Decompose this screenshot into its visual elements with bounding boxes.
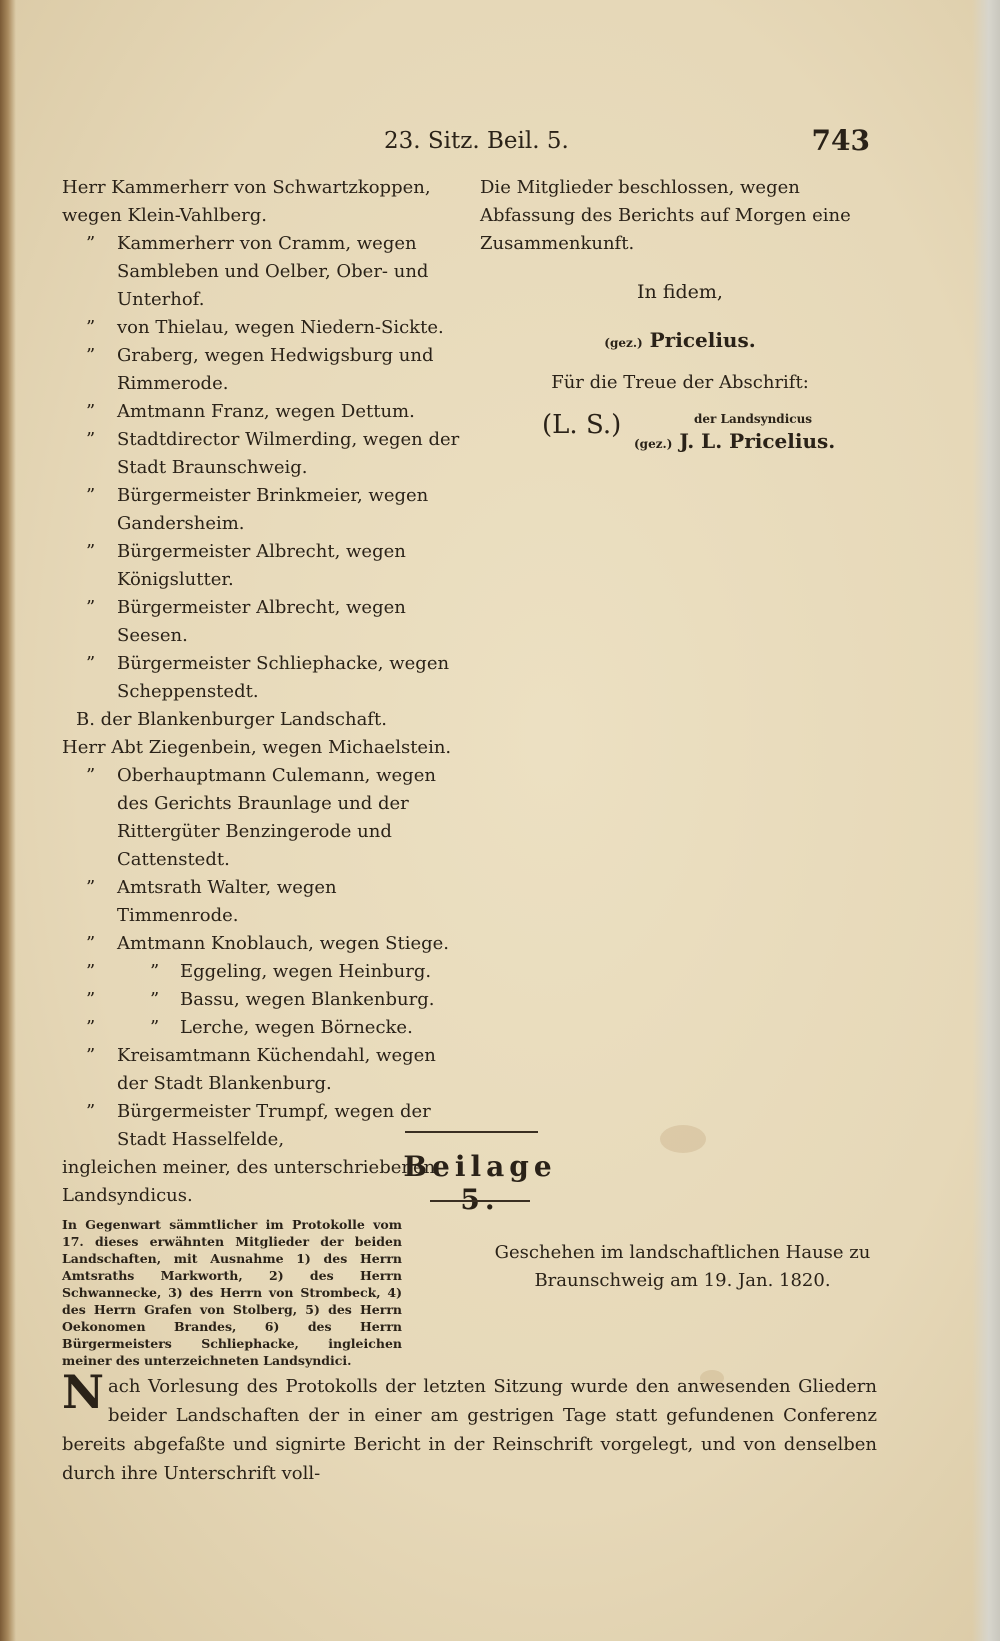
ditto-mark: ” bbox=[86, 345, 96, 366]
list-item bbox=[62, 650, 460, 706]
ditto-mark: ” bbox=[150, 961, 160, 982]
entry-text: Amtmann Knoblauch, wegen Stiege. bbox=[117, 933, 450, 954]
ditto-mark: ” bbox=[86, 877, 96, 898]
book-spine-shadow bbox=[0, 0, 16, 1641]
body-text: ach Vorlesung des Protokolls der letzten Sitzung wurde den anwesenden Gliedern beider Landschaften der in einer am gestrigen Tage statt gefundenen Conferenz bereits abgefaßte und signirte Bericht in der Reinschrift vorgelegt, und von denselben durch ihre Unterschrift voll- bbox=[62, 1376, 877, 1484]
entry-text: Amtmann Franz, wegen Dettum. bbox=[117, 401, 415, 422]
list-item bbox=[62, 762, 460, 874]
list-item bbox=[62, 398, 460, 426]
ditto-mark: ” bbox=[150, 989, 160, 1010]
ditto-mark: ” bbox=[86, 233, 96, 254]
in-fidem: In fidem, bbox=[637, 281, 723, 303]
ditto-mark: ” bbox=[86, 1017, 96, 1038]
list-item bbox=[62, 314, 460, 342]
ditto-mark: ” bbox=[86, 765, 96, 786]
entry-text: Kreisamtmann Küchendahl, wegen der Stadt Blankenburg. bbox=[117, 1045, 436, 1094]
ditto-mark: ” bbox=[86, 597, 96, 618]
title-underline bbox=[430, 1200, 530, 1202]
page-number: 743 bbox=[811, 124, 870, 157]
entry-text: Bürgermeister Albrecht, wegen Königslutter. bbox=[117, 541, 406, 590]
entry-text: Bürgermeister Albrecht, wegen Seesen. bbox=[117, 597, 406, 646]
entry-text: Oberhauptmann Culemann, wegen des Gerichts Braunlage und der Rittergüter Benzingerode und Cattenstedt. bbox=[117, 765, 436, 870]
entry-text: Amtsrath Walter, wegen Timmenrode. bbox=[117, 877, 337, 926]
ditto-mark: ” bbox=[86, 401, 96, 422]
right-column bbox=[480, 174, 880, 475]
list-item bbox=[62, 538, 460, 594]
entry-text: Bürgermeister Trumpf, wegen der Stadt Hasselfelde, bbox=[117, 1101, 431, 1150]
signature-block bbox=[480, 326, 880, 357]
entry-text: Bürgermeister Brinkmeier, wegen Gandersheim. bbox=[117, 485, 429, 534]
list-item bbox=[62, 342, 460, 398]
list-item bbox=[62, 958, 460, 986]
list-item bbox=[62, 874, 460, 930]
list-item bbox=[62, 594, 460, 650]
list-item bbox=[62, 482, 460, 538]
entry-text: Kammerherr von Cramm, wegen Sambleben und Oelber, Ober- und Unterhof. bbox=[117, 233, 429, 310]
resolution-text: Die Mitglieder beschlossen, wegen Abfassung des Berichts auf Morgen eine Zusammenkunft. bbox=[480, 177, 851, 254]
list-item bbox=[62, 426, 460, 482]
closing-line: ingleichen meiner, des unterschriebenen Landsyndicus. bbox=[62, 1157, 436, 1206]
list-item bbox=[62, 734, 460, 762]
ditto-mark: ” bbox=[86, 317, 96, 338]
running-title: 23. Sitz. Beil. 5. bbox=[384, 128, 569, 154]
gez-prefix: (gez.) bbox=[634, 437, 673, 451]
ditto-mark: ” bbox=[150, 1017, 160, 1038]
entry-text: Eggeling, wegen Heinburg. bbox=[180, 961, 432, 982]
ditto-mark: ” bbox=[86, 653, 96, 674]
syndicus-name: J. L. Pricelius. bbox=[679, 429, 836, 453]
page-header bbox=[370, 124, 870, 164]
list-item bbox=[62, 930, 460, 958]
list-item bbox=[62, 1098, 460, 1154]
ditto-mark: ” bbox=[86, 1101, 96, 1122]
list-item bbox=[62, 986, 460, 1014]
entry-text: Graberg, wegen Hedwigsburg und Rimmerode. bbox=[117, 345, 434, 394]
place-date: Geschehen im landschaftlichen Hause zu Braunschweig am 19. Jan. 1820. bbox=[494, 1242, 871, 1291]
section-heading: B. der Blankenburger Landschaft. bbox=[76, 709, 387, 730]
gez-prefix: (gez.) bbox=[604, 336, 643, 350]
seal-signature-row bbox=[480, 405, 880, 475]
drop-cap: N bbox=[62, 1365, 105, 1419]
list-item bbox=[62, 1042, 460, 1098]
ditto-mark: ” bbox=[86, 1045, 96, 1066]
entry-text: Bürgermeister Schliephacke, wegen Scheppenstedt. bbox=[117, 653, 450, 702]
ditto-mark: ” bbox=[86, 485, 96, 506]
attestation-line: Für die Treue der Abschrift: bbox=[551, 372, 809, 393]
ditto-mark: ” bbox=[86, 989, 96, 1010]
list-item bbox=[62, 230, 460, 314]
beilage-title: Beilage 5. bbox=[403, 1150, 557, 1216]
paper-stain bbox=[660, 1125, 706, 1153]
ditto-mark: ” bbox=[86, 933, 96, 954]
entry-text: Stadtdirector Wilmerding, wegen der Stadt Braunschweig. bbox=[117, 429, 460, 478]
list-item bbox=[62, 1014, 460, 1042]
signature-name: Pricelius. bbox=[649, 328, 756, 352]
left-column bbox=[62, 174, 460, 1210]
entry-text: Bassu, wegen Blankenburg. bbox=[180, 989, 435, 1010]
attendance-note: In Gegenwart sämmtlicher im Protokolle vom 17. dieses erwähnten Mitglieder der beiden Landschaften, mit Ausnahme 1) des Herrn Amtsraths Markworth, 2) des Herrn Schwannecke, 3) des Herrn von Strombeck, 4) des Herrn Grafen von Stolberg, 5) des Herrn Oekonomen Brandes, 6) des Herrn Bürgermeisters Schliephacke, ingleichen meiner des unterzeichneten Landsyndici. bbox=[62, 1217, 402, 1368]
section-divider bbox=[405, 1131, 538, 1133]
entry-text: Herr Abt Ziegenbein, wegen Michaelstein. bbox=[62, 737, 452, 758]
entry-text: Lerche, wegen Börnecke. bbox=[180, 1017, 413, 1038]
ditto-mark: ” bbox=[86, 961, 96, 982]
ditto-mark: ” bbox=[86, 429, 96, 450]
syndicus-label: der Landsyndicus bbox=[694, 412, 813, 426]
entry-text: Herr Kammerherr von Schwartzkoppen, wegen Klein-Vahlberg. bbox=[62, 177, 431, 226]
ditto-mark: ” bbox=[86, 541, 96, 562]
entry-text: von Thielau, wegen Niedern-Sickte. bbox=[117, 317, 444, 338]
seal-mark: (L. S.) bbox=[542, 410, 622, 440]
body-paragraph bbox=[62, 1365, 877, 1488]
list-item bbox=[62, 174, 460, 230]
syndicus-signature bbox=[634, 427, 835, 458]
page-edge bbox=[972, 0, 1000, 1641]
